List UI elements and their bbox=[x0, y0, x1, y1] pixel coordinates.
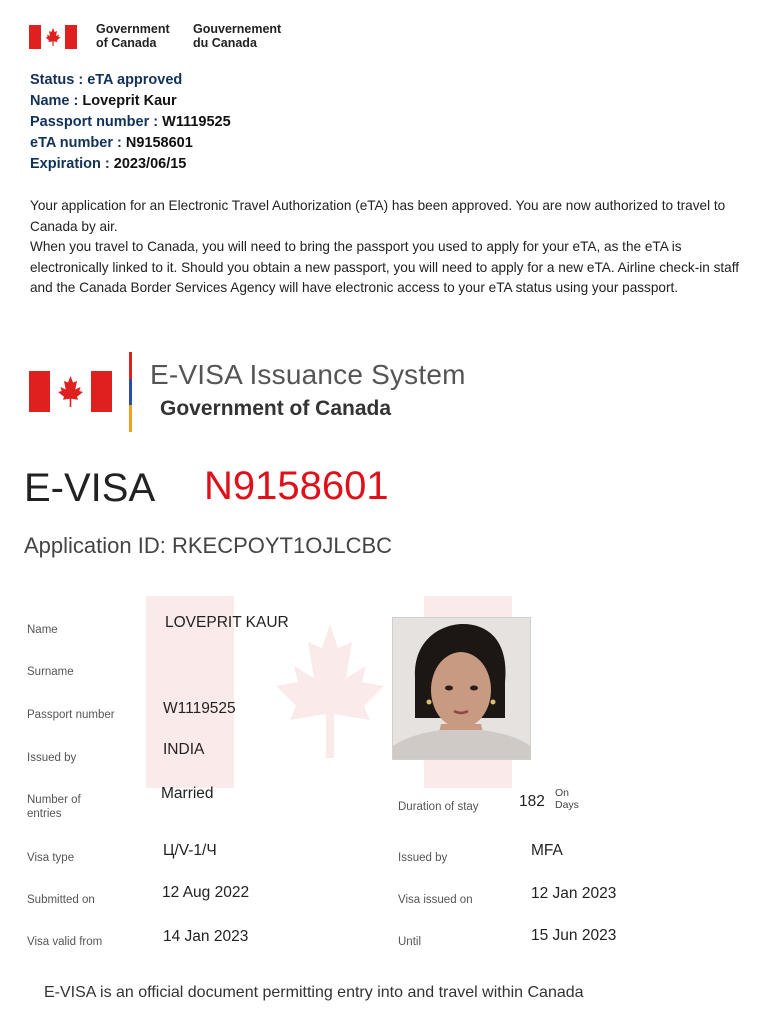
field-label-entries: Number of entries bbox=[27, 794, 81, 820]
field-label-surname: Surname bbox=[27, 666, 74, 678]
tricolor-divider bbox=[129, 352, 132, 432]
status-row-passport: Passport number : W1119525 bbox=[30, 114, 231, 130]
field-value-name: LOVEPRIT KAUR bbox=[165, 614, 289, 631]
canada-flag-icon bbox=[29, 25, 77, 49]
government-of-canada-en: Government of Canada bbox=[96, 22, 170, 50]
maple-leaf-watermark-icon bbox=[260, 616, 400, 766]
status-row-expiration: Expiration : 2023/06/15 bbox=[30, 156, 187, 172]
field-value-visa-issued-on: 12 Jan 2023 bbox=[531, 885, 617, 902]
approval-paragraph bbox=[30, 196, 745, 299]
evisa-label: E-VISA bbox=[24, 466, 156, 510]
footer-statement: E-VISA is an official document permitting entry into and travel within Canada bbox=[44, 984, 584, 1001]
field-label-submitted-on: Submitted on bbox=[27, 894, 95, 906]
field-value-issued-by: INDIA bbox=[163, 741, 205, 758]
evisa-system-title: E-VISA Issuance System bbox=[150, 359, 466, 390]
field-value-passport: W1119525 bbox=[163, 700, 236, 717]
field-value-issued-by-right: MFA bbox=[531, 842, 563, 859]
canada-flag-large-icon bbox=[29, 371, 112, 412]
status-row-name: Name : Loveprit Kaur bbox=[30, 93, 177, 109]
field-value-visa-type: Ц/V-1/Ч bbox=[163, 842, 217, 859]
gouvernement-du-canada-fr: Gouvernement du Canada bbox=[193, 22, 282, 50]
field-value-duration: 182 bbox=[519, 793, 545, 810]
status-row-eta-number: eTA number : N9158601 bbox=[30, 135, 193, 151]
field-label-issued-by-right: Issued by bbox=[398, 852, 448, 864]
field-label-visa-type: Visa type bbox=[27, 852, 75, 864]
evisa-number: N9158601 bbox=[204, 464, 389, 508]
duration-unit: On Days bbox=[555, 787, 579, 811]
field-label-issued-by: Issued by bbox=[27, 752, 77, 764]
field-value-valid-from: 14 Jan 2023 bbox=[163, 928, 249, 945]
field-label-valid-from: Visa valid from bbox=[27, 936, 103, 948]
portrait-icon bbox=[393, 618, 530, 759]
field-value-submitted-on: 12 Aug 2022 bbox=[162, 884, 250, 901]
paragraph-instructions: When you travel to Canada, you will need to bring the passport you used to apply for your eTA, as the eTA is electronically linked to it. Should you obtain a new passport, you will need to apply for a new eTA. Airline check-in staff and the Canada Border Services Agency will have electronic access to your eTA status using your passport. bbox=[30, 239, 740, 295]
field-value-entries: Married bbox=[161, 785, 214, 802]
applicant-photo bbox=[392, 617, 531, 760]
paragraph-approved: Your application for an Electronic Travel Authorization (eTA) has been approved. You are now authorized to travel to Canada by air. bbox=[30, 198, 726, 234]
field-label-until: Until bbox=[398, 936, 422, 948]
field-label-duration: Duration of stay bbox=[398, 801, 479, 813]
field-label-visa-issued-on: Visa issued on bbox=[398, 894, 473, 906]
evisa-system-subtitle: Government of Canada bbox=[160, 397, 392, 420]
application-id: Application ID: RKECPOYT1OJLCBC bbox=[24, 533, 393, 558]
field-value-until: 15 Jun 2023 bbox=[531, 927, 617, 944]
status-block bbox=[30, 70, 231, 175]
field-label-name: Name bbox=[27, 624, 58, 636]
status-row-status: Status : eTA approved bbox=[30, 72, 183, 88]
field-label-passport: Passport number bbox=[27, 709, 115, 721]
